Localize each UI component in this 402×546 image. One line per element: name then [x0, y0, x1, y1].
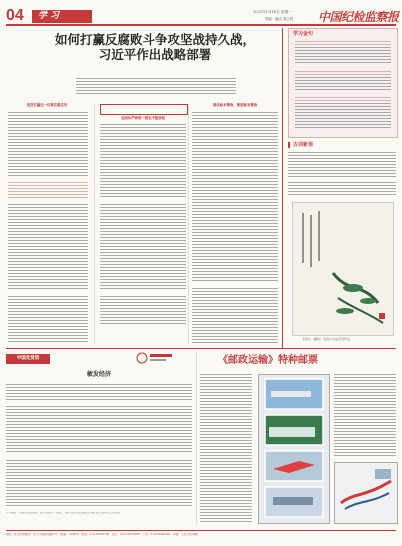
highlight-quote	[8, 182, 88, 198]
ancient-text	[288, 152, 396, 178]
stamp-text-right	[334, 374, 396, 458]
learning-item-1-text	[295, 47, 391, 65]
wisdom-logo	[136, 350, 176, 364]
wisdom-logo-icon	[136, 351, 176, 365]
learning-card	[288, 28, 398, 138]
date-line: 2025年1月18日 星期一	[253, 10, 292, 14]
learning-item-2-title	[295, 71, 391, 75]
headline	[40, 32, 270, 62]
section-rule	[6, 348, 396, 349]
footer-text: 地址：北京市西城区广安门外南滨河路22号 邮编：100055 电话：010-59595330 发行：010-59595888 广告：010-59595999 印刷：人民日报印刷厂	[6, 533, 200, 536]
wisdom-header-label: 中国先贤语	[16, 356, 40, 361]
stamp-souvenir	[334, 462, 398, 524]
editor-line: 责编：潘志 周立明	[265, 17, 294, 21]
col2-subhead: 全面从严治党一刻也不能放松	[120, 116, 166, 120]
headline-line-1: 如何打赢反腐败斗争攻坚战持久战，	[54, 32, 255, 47]
col1-text	[8, 112, 88, 178]
section-label: 学 习	[38, 11, 60, 21]
learning-item-2-text	[295, 77, 391, 91]
newspaper-logo: 中国纪检监察报	[318, 10, 399, 24]
ancient-caption: 节选自《廉政》诗选与书法系列作品	[302, 337, 351, 341]
wisdom-body-1	[6, 406, 192, 454]
bottom-divider	[196, 352, 197, 524]
souvenir-sheet-image	[335, 463, 397, 523]
col2-text-lower	[100, 204, 186, 290]
wisdom-title: 敏发经济	[86, 371, 111, 378]
ancient-text-2	[288, 182, 396, 196]
wisdom-header	[6, 354, 50, 364]
learning-card-title: 学习金句	[293, 31, 314, 37]
stamps-image	[259, 375, 329, 523]
wisdom-closing: ——摘自《中国纪检监察报》以及中国共产党第二十届中央纪律检查委员会第四次全体会议上的讲话	[6, 512, 121, 514]
sidebar-divider	[282, 28, 283, 348]
wisdom-body-2	[6, 460, 192, 506]
learning-item-3-title	[295, 97, 391, 101]
calligraphy-painting	[292, 202, 394, 336]
col1-text-bottom	[8, 296, 88, 344]
masthead	[0, 0, 402, 22]
wisdom-section	[6, 350, 192, 526]
intro-paragraph	[76, 78, 236, 96]
learning-item-3-text	[295, 103, 391, 129]
stamp-text-left	[200, 374, 252, 522]
col3-text	[192, 112, 278, 282]
stamp-sheet	[258, 374, 330, 524]
column-divider	[188, 104, 189, 344]
col1-text-lower	[8, 204, 88, 290]
footer-rule	[6, 530, 396, 531]
col3-subhead: 深化标本兼治，推进标本兼治	[212, 103, 258, 107]
headline-line-2: 习近平作出战略部署	[98, 47, 212, 62]
stamp-section	[200, 350, 396, 526]
masthead-rule	[6, 24, 396, 26]
learning-item-1-title	[295, 41, 391, 45]
col2-text-bottom	[100, 296, 186, 326]
section-tab	[32, 10, 92, 23]
col1-subhead: 坚决打赢这一仗要走稳走好	[26, 103, 68, 107]
ancient-title: 古训新语	[288, 142, 313, 148]
col3-text-bottom	[192, 288, 278, 344]
painting-image	[293, 203, 393, 335]
wisdom-intro	[6, 384, 192, 400]
col2-text-top	[100, 124, 186, 198]
ancient-wisdom-panel	[288, 142, 396, 348]
col1-quote-box	[100, 104, 188, 115]
page-number: 04	[6, 7, 24, 24]
stamp-title: 《邮政运输》特种邮票	[218, 355, 318, 366]
column-divider	[94, 104, 95, 344]
